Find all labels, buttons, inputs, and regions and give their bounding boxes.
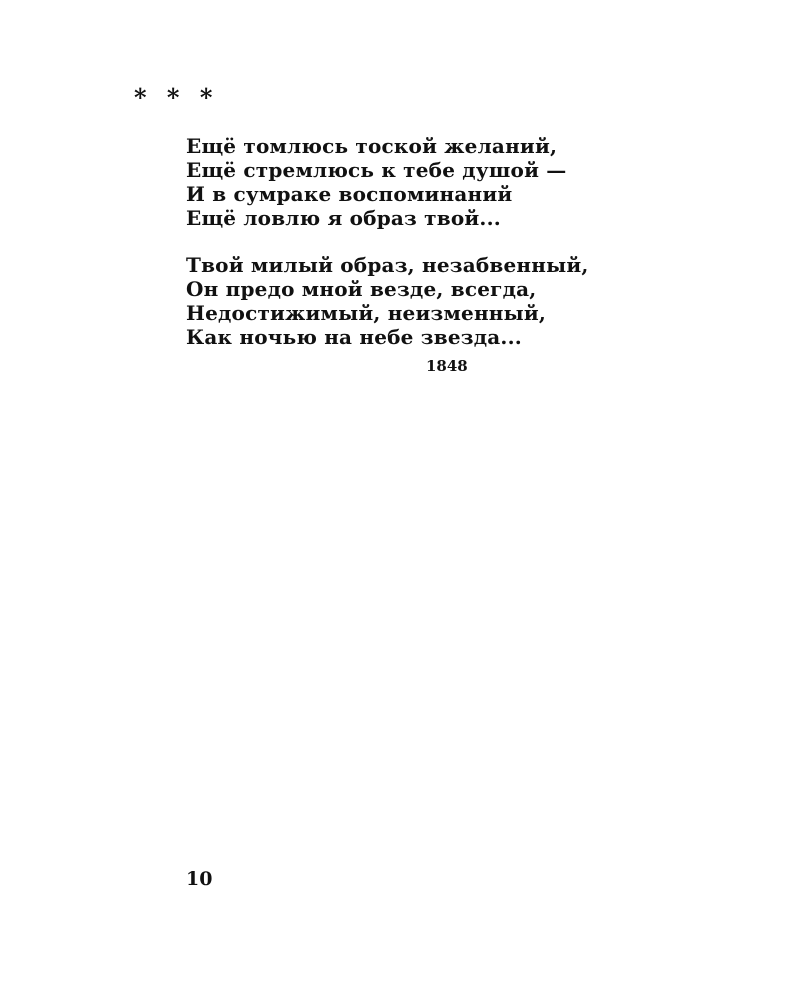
poem-line: И в сумраке воспоминаний xyxy=(186,182,513,206)
poem-line: Ещё томлюсь тоской желаний, xyxy=(186,134,558,158)
poem-line: Ещё ловлю я образ твой... xyxy=(186,206,501,230)
poem xyxy=(186,134,706,372)
stanza-2 xyxy=(186,253,706,349)
poem-line: Он предо мной везде, всегда, xyxy=(186,277,537,301)
asterisks-heading: * * * xyxy=(134,83,219,112)
poem-line: Недостижимый, неизменный, xyxy=(186,301,547,325)
poem-year: 1848 xyxy=(426,357,468,375)
poem-line: Как ночью на небе звезда... xyxy=(186,325,522,349)
stanza-1 xyxy=(186,134,706,230)
page-number: 10 xyxy=(186,868,213,890)
poem-line: Твой милый образ, незабвенный, xyxy=(186,253,589,277)
poem-line: Ещё стремлюсь к тебе душой — xyxy=(186,158,567,182)
